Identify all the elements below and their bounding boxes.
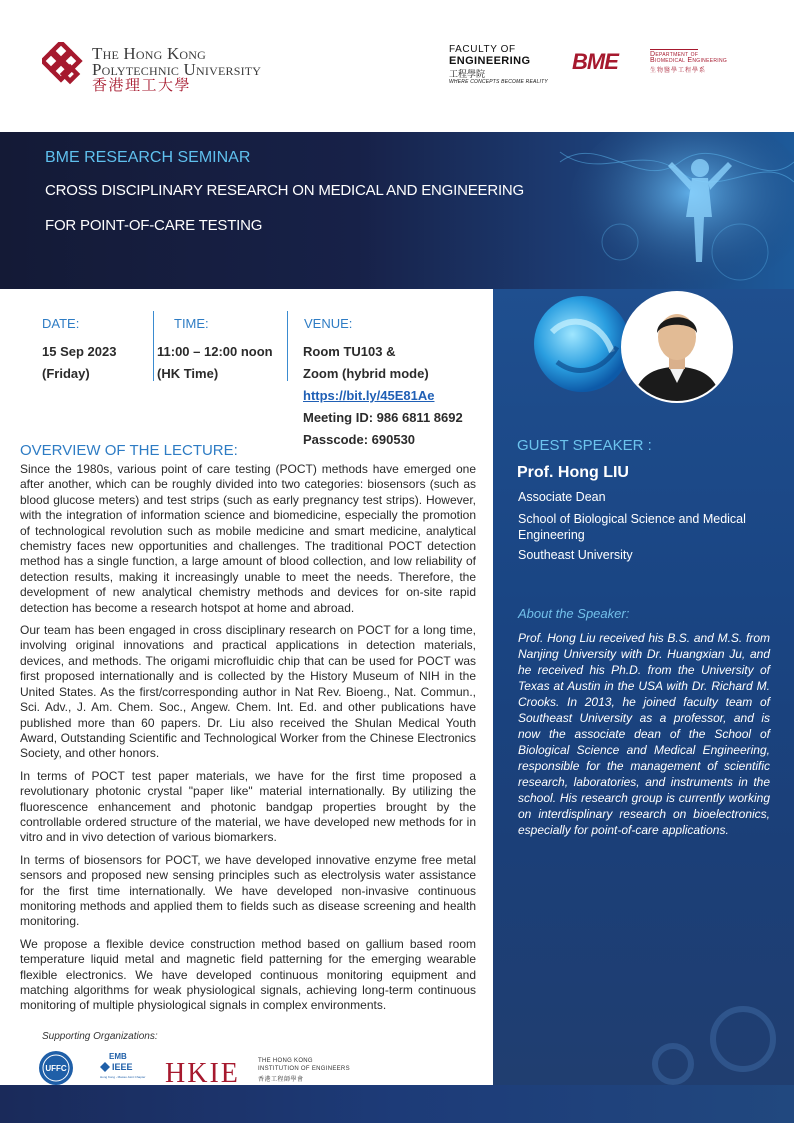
about-speaker-body: Prof. Hong Liu received his B.S. and M.S. from Nanjing University with Dr. Huangxian Ju, and he received his Ph.D. from the University of Texas at Austin in the USA with Dr. Richard M. Crooks. In 2013, he joined faculty team of Southeast University as a professor, and is now the associate dean of the School of Biological Science and Medical Engineering, responsible for the management of scientific research, laboratories, and instruments in the school. His research group is currently working on interdisplinary research on bioelectronics, especially for point-of-care applications.	[518, 631, 770, 837]
date-day: (Friday)	[42, 366, 90, 381]
time-value-block	[157, 341, 273, 385]
seminar-title-line2: FOR POINT-OF-CARE TESTING	[45, 217, 263, 234]
hkie-name-line1: THE HONG KONG	[258, 1058, 313, 1064]
about-speaker-heading: About the Speaker:	[518, 606, 630, 621]
overview-heading: OVERVIEW OF THE LECTURE:	[20, 442, 238, 459]
overview-paragraph: In terms of biosensors for POCT, we have developed innovative enzyme free metal sensors and proposed new sensing principles such as electrolysis water assistance for the first time internationally. We have developed non-invasive continuous monitoring methods and applied them to fields such as disease screening and health monitoring.	[20, 852, 476, 929]
footer-bar	[0, 1085, 794, 1123]
polyu-name-chinese: 香港理工大學	[92, 77, 192, 94]
hkie-logo-text: HKIE	[165, 1058, 240, 1085]
column-divider	[153, 311, 154, 381]
panel-decoration	[493, 849, 794, 1085]
uffc-logo	[38, 1050, 74, 1086]
bme-logo	[572, 48, 652, 74]
speaker-name: Prof. Hong LIU	[517, 464, 629, 481]
overview-paragraph: We propose a flexible device construction method based on gallium based room temperature liquid metal and magnetic field patterning for the emerging wearable flexible electronics. We have developed continuous monitoring equipment and matching algorithms for weak physiological signals, achieving long-term continuous monitoring of multiple physiological signals in complex environments.	[20, 936, 476, 1013]
supporting-organizations-label: Supporting Organizations:	[42, 1031, 158, 1042]
overview-paragraph: In terms of POCT test paper materials, we have for the first time proposed a revolutionary photonic crystal "paper like" material internationally. By utilizing the fluorescence enhancement and photonic bandgap properties brought by the controllable ordered structure of the material, we have developed new methods for in vitro and in vivo detection of various biomarkers.	[20, 768, 476, 845]
passcode: Passcode: 690530	[303, 432, 416, 447]
hkie-name-line2: INSTITUTION OF ENGINEERS	[258, 1066, 350, 1072]
speaker-portrait	[621, 291, 733, 403]
venue-value-block	[303, 341, 463, 451]
overview-body	[20, 462, 476, 1021]
overview-paragraph: Since the 1980s, various point of care testing (POCT) methods have emerged one after another, which can be roughly divided into two categories: biosensors (such as blood glucose meters) and test strips (such as early pregnancy test strips). However, with the integration of information science and biomedicine, especially the promotion of technological revolution such as mobile medicine and smart medicine, analytical chemistry faces new opportunities and challenges. The traditional POCT detection method has a single function, a large amount of blood collection, and low reliability of detection results, making it increasingly unable to meet the needs. Therefore, the development of new analytical chemistry methods and devices for on-site rapid detection has become a research hotspot at home and abroad.	[20, 462, 476, 615]
bme-logo-text: BME	[572, 49, 618, 74]
decorative-orb-icon	[532, 292, 632, 396]
ieee-logo-text: IEEE	[112, 1062, 133, 1072]
seminar-series-label: BME RESEARCH SEMINAR	[45, 149, 251, 166]
embs-logo-text: EMB	[109, 1052, 127, 1061]
ieee-embs-logo	[97, 1050, 147, 1086]
column-divider	[287, 311, 288, 381]
faculty-tagline: WHERE CONCEPTS BECOME REALITY	[449, 79, 548, 85]
hkie-name-chinese: 香港工程師學會	[258, 1077, 304, 1083]
polyu-name-line2: Polytechnic University	[92, 60, 262, 79]
zoom-link[interactable]: https://bit.ly/45E81Ae	[303, 388, 435, 403]
faculty-chinese: 工程學院	[449, 69, 486, 79]
uffc-logo-text: UFFC	[45, 1064, 67, 1073]
time-label: TIME:	[174, 316, 209, 331]
polyu-logo	[42, 42, 88, 88]
faculty-line2: ENGINEERING	[449, 55, 531, 67]
speaker-title: Associate Dean	[518, 490, 606, 504]
polyu-name-line1: The Hong Kong	[92, 44, 207, 63]
embs-chapter-text: Hong Kong - Macau Joint Chapter	[100, 1075, 146, 1079]
meeting-id: Meeting ID: 986 6811 8692	[303, 410, 463, 425]
date-value: 15 Sep 2023	[42, 344, 117, 359]
overview-paragraph: Our team has been engaged in cross disciplinary research on POCT for a long time, involving original innovations and practical applications in detection materials, devices, and methods. The origami microfluidic chip that can be used for POCT was first proposed internationally and is collected by the History Museum of NIH in the United States. As the first/corresponding author in Nat Rev. Bioeng., Nat. Commun., Sci. Adv., J. Am. Chem. Soc., Angew. Chem. Int. Ed. and other publications have published more than 60 papers. Dr. Liu also received the Shulan Medical Youth Award, Outstanding Scientific and Technological Worker from the Chinese Electronics Society, and other honors.	[20, 623, 476, 761]
speaker-university: Southeast University	[518, 548, 633, 562]
bme-dept-line1: Department of	[650, 51, 699, 58]
faculty-line1: FACULTY OF	[449, 44, 516, 55]
date-label: DATE:	[42, 316, 80, 331]
venue-room: Room TU103 &	[303, 344, 396, 359]
bme-dept-line2: Biomedical Engineering	[650, 57, 728, 64]
venue-label: VENUE:	[304, 316, 353, 331]
guest-speaker-label: GUEST SPEAKER :	[517, 437, 652, 454]
bme-dept-chinese: 生物醫學工程學系	[650, 68, 707, 74]
time-value: 11:00 – 12:00 noon	[157, 344, 273, 359]
time-zone: (HK Time)	[157, 366, 219, 381]
date-value-block	[42, 341, 116, 385]
venue-zoom: Zoom (hybrid mode)	[303, 366, 429, 381]
seminar-title-line1: CROSS DISCIPLINARY RESEARCH ON MEDICAL AND ENGINEERING	[45, 182, 525, 199]
speaker-school: School of Biological Science and Medical Engineering	[518, 512, 746, 542]
hkie-logo	[165, 1057, 257, 1085]
